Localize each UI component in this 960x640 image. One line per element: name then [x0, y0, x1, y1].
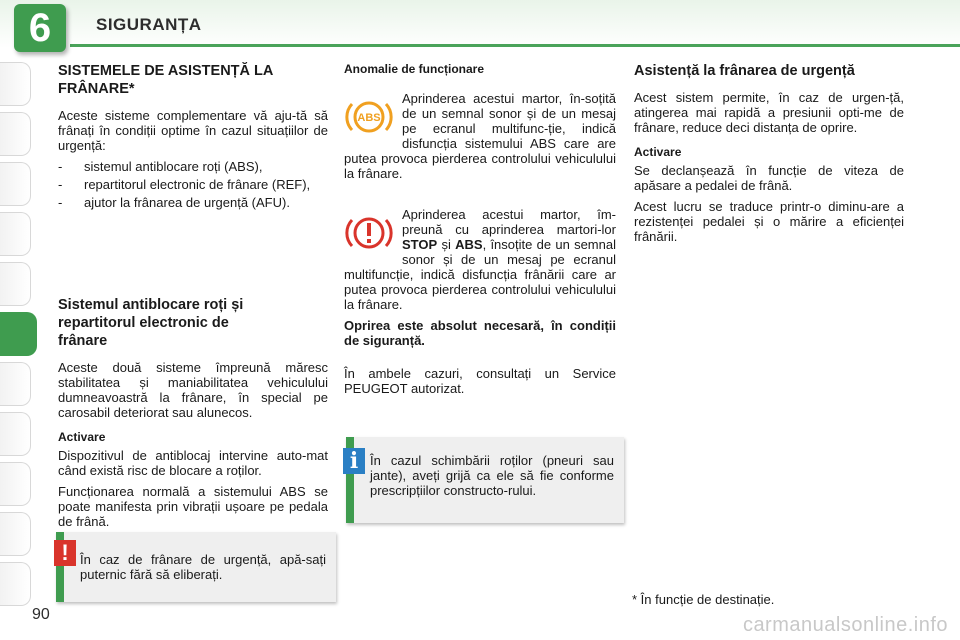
- abs-ref-text: Aceste două sisteme împreună măresc stabilitatea și maniabilitatea vehiculului dumneavoastră la frânare, în special pe carosabil deteriorat sau alunecos.: [58, 360, 328, 420]
- emergency-intro-text: Acest sistem permite, în caz de urgen-ță, atingerea mai rapidă a presiunii opti-me de frânare, reduce deci distanța de oprire.: [634, 90, 904, 135]
- list-dash: -: [58, 159, 63, 174]
- chapter-badge: 6: [14, 4, 66, 52]
- brake-warning-lamp-icon: [344, 211, 394, 255]
- column-left-lower: [58, 296, 328, 535]
- chapter-tab-5[interactable]: [0, 262, 31, 306]
- brake-warning-block: [344, 207, 616, 396]
- chapter-tab-9[interactable]: [0, 462, 31, 506]
- service-text: În ambele cazuri, consultați un Service PEUGEOT autorizat.: [344, 366, 616, 396]
- list-item: - repartitorul electronic de frânare (REF),: [58, 177, 311, 192]
- chapter-tab-2[interactable]: [0, 112, 31, 156]
- chapter-tab-1[interactable]: [0, 62, 31, 106]
- chapter-tab-4[interactable]: [0, 212, 31, 256]
- chapter-tab-7[interactable]: [0, 362, 31, 406]
- watermark: carmanualsonline.info: [742, 614, 948, 636]
- header-divider: [70, 44, 960, 47]
- activation-text-1: Dispozitivul de antiblocaj intervine auto-mat când există risc de blocare a roților.: [58, 448, 328, 478]
- page-title: SIGURANȚA: [96, 15, 202, 34]
- emergency-activation-text-1: Se declanșează în funcție de viteza de apăsare a pedalei de frână.: [634, 163, 904, 193]
- column-left: [58, 62, 328, 216]
- warning-icon: !: [54, 540, 76, 566]
- list-dash: -: [58, 195, 63, 210]
- list-item: - ajutor la frânarea de urgență (AFU).: [58, 195, 290, 210]
- brake-malfunction-text: Aprinderea acestui martor, îm-preună cu aprinderea martori-lor STOP și ABS, însoțite de un semnal sonor și de un mesaj pe ecranul multifuncție, indică disfuncția frânării care ar putea provoca pierderea controlului vehiculului la frânare.: [344, 207, 616, 312]
- section-title-emergency-braking: Asistență la frânarea de urgență: [634, 63, 855, 79]
- info-note-text: În cazul schimbării roților (pneuri sau jante), aveți grijă ca ele să fie conforme prescripțiilor constructo-rului.: [370, 453, 614, 498]
- activation-heading: Activare: [58, 430, 106, 444]
- list-dash: -: [58, 177, 63, 192]
- page-number: 90: [32, 606, 50, 623]
- emergency-activation-text-2: Acest lucru se traduce printr-o diminu-are a rezistenței pedalei și o mărire a eficienței frânării.: [634, 199, 904, 244]
- chapter-tab-10[interactable]: [0, 512, 31, 556]
- chapter-tab-8[interactable]: [0, 412, 31, 456]
- intro-text: Aceste sisteme complementare vă aju-tă să frânați în condiții optime în cazul situațiilor de urgență:: [58, 108, 328, 153]
- abs-warning-block: [344, 91, 616, 191]
- column-right: [634, 62, 904, 250]
- malfunction-heading: Anomalie de funcționare: [344, 62, 485, 76]
- activation-heading: Activare: [634, 145, 682, 159]
- footnote: * În funcție de destinație.: [632, 592, 775, 607]
- info-note: [346, 437, 624, 523]
- column-middle: [344, 62, 616, 402]
- chapter-tabs: [0, 62, 38, 612]
- abs-malfunction-text: Aprinderea acestui martor, în-soțită de un semnal sonor și de un mesaj pe ecranul multifunc-ție, indică disfuncția sistemului ABS care are putea provoca pierderea controlului vehiculului la frânare.: [344, 91, 616, 181]
- chapter-tab-6-active[interactable]: [0, 312, 37, 356]
- abs-label: ABS: [455, 237, 483, 252]
- stop-required-text: Oprirea este absolut necesară, în condiții de siguranță.: [344, 318, 616, 348]
- warning-note-text: În caz de frânare de urgență, apă-sați puternic fără să eliberați.: [80, 552, 326, 582]
- section-title-braking-systems: SISTEMELE DE ASISTENȚĂ LA FRÂNARE*: [58, 63, 273, 97]
- section-title-abs-ref: Sistemul antiblocare roți și repartitorul electronic de frânare: [58, 297, 244, 349]
- list-item: - sistemul antiblocare roți (ABS),: [58, 159, 263, 174]
- chapter-tab-3[interactable]: [0, 162, 31, 206]
- info-icon: i: [343, 448, 365, 474]
- chapter-tab-11[interactable]: [0, 562, 31, 606]
- systems-list: [58, 159, 328, 210]
- abs-lamp-label: ABS: [357, 112, 381, 124]
- abs-warning-lamp-icon: [344, 95, 394, 139]
- activation-text-2: Funcționarea normală a sistemului ABS se poate manifesta prin vibrații ușoare pe pedala de frână.: [58, 484, 328, 529]
- stop-label: STOP: [402, 237, 438, 252]
- warning-note: [56, 532, 336, 602]
